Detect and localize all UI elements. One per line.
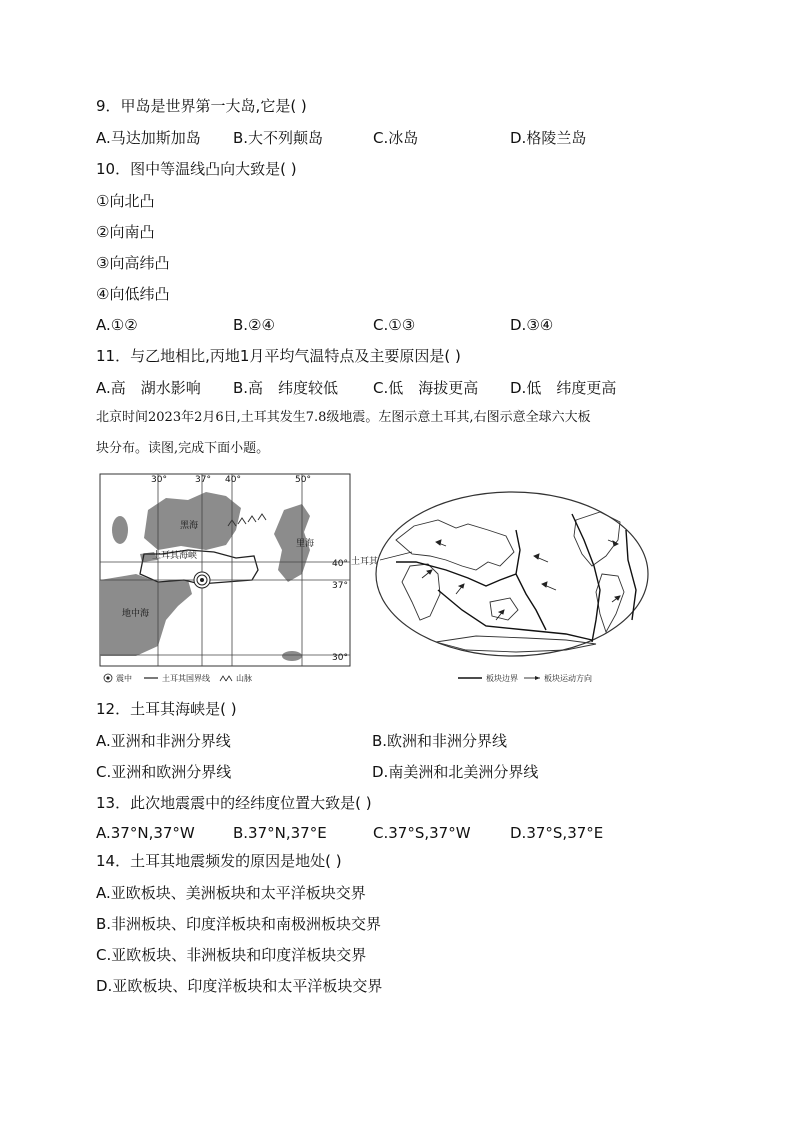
q14-option-b[interactable]: B.非洲板块、印度洋板块和南极洲板块交界 [96, 915, 382, 933]
world-map-outline [376, 492, 648, 656]
world-map-legend [458, 673, 592, 683]
water-patch-south [282, 651, 302, 661]
q10-item-2: ②向南凸 [96, 223, 155, 241]
question-14-stem: 14．土耳其地震频发的原因是地处( ) [96, 852, 342, 870]
q13-option-d[interactable]: D.37°S,37°E [510, 824, 604, 842]
legend-direction-label: 板块运动方向 [544, 674, 592, 683]
turkey-map [100, 474, 350, 683]
label-black-sea: 黑海 [180, 521, 199, 531]
lat-label-40: 40° [332, 559, 348, 569]
lon-label-30: 30° [151, 475, 167, 485]
passage-line-1: 北京时间2023年2月6日,土耳其发生7.8级地震。左图示意土耳其,右图示意全球六大板 [96, 410, 591, 425]
q13-option-a[interactable]: A.37°N,37°W [96, 824, 195, 842]
q9-option-c[interactable]: C.冰岛 [373, 129, 419, 147]
q11-option-c[interactable]: C.低 海拔更高 [373, 379, 479, 397]
q10-item-3: ③向高纬凸 [96, 254, 170, 272]
question-9-stem: 9．甲岛是世界第一大岛,它是( ) [96, 97, 307, 115]
q9-option-b[interactable]: B.大不列颠岛 [233, 129, 324, 147]
figure-maps [96, 470, 656, 690]
q11-option-d[interactable]: D.低 纬度更高 [510, 379, 617, 397]
legend-epicenter-label: 震中 [116, 674, 132, 683]
lat-label-30: 30° [332, 653, 348, 663]
q13-option-c[interactable]: C.37°S,37°W [373, 824, 471, 842]
label-turkey: 土耳其 [351, 557, 379, 567]
water-patch-west [112, 516, 128, 544]
q10-option-a[interactable]: A.①② [96, 316, 138, 334]
world-plates-map [351, 492, 648, 683]
q12-option-d[interactable]: D.南美洲和北美洲分界线 [372, 763, 539, 781]
legend-mountain-icon [220, 676, 232, 681]
q13-option-b[interactable]: B.37°N,37°E [233, 824, 327, 842]
lon-label-50: 50° [295, 475, 311, 485]
q10-option-b[interactable]: B.②④ [233, 316, 275, 334]
legend-boundary-label: 板块边界 [486, 674, 518, 683]
question-12-stem: 12．土耳其海峡是( ) [96, 700, 237, 718]
label-mediterranean: 地中海 [122, 609, 150, 619]
q14-option-a[interactable]: A.亚欧板块、美洲板块和太平洋板块交界 [96, 884, 366, 902]
q11-option-a[interactable]: A.高 湖水影响 [96, 379, 201, 397]
q14-option-c[interactable]: C.亚欧板块、非洲板块和印度洋板块交界 [96, 946, 367, 964]
q11-option-b[interactable]: B.高 纬度较低 [233, 379, 339, 397]
q10-item-4: ④向低纬凸 [96, 285, 170, 303]
question-13-stem: 13．此次地震震中的经纬度位置大致是( ) [96, 794, 372, 812]
q12-option-c[interactable]: C.亚洲和欧洲分界线 [96, 763, 232, 781]
q10-option-c[interactable]: C.①③ [373, 316, 416, 334]
q12-option-a[interactable]: A.亚洲和非洲分界线 [96, 732, 231, 750]
lon-label-37: 37° [195, 475, 211, 485]
q14-option-d[interactable]: D.亚欧板块、印度洋板块和太平洋板块交界 [96, 977, 383, 995]
q9-option-d[interactable]: D.格陵兰岛 [510, 129, 587, 147]
passage-line-2: 块分布。读图,完成下面小题。 [96, 441, 270, 456]
legend-border-label: 土耳其国界线 [162, 674, 210, 683]
maps-svg [96, 470, 656, 690]
lon-label-40: 40° [225, 475, 241, 485]
legend-mountain-label: 山脉 [236, 674, 252, 683]
question-10-stem: 10．图中等温线凸向大致是( ) [96, 160, 297, 178]
lat-label-37: 37° [332, 581, 348, 591]
q9-option-a[interactable]: A.马达加斯加岛 [96, 129, 201, 147]
q10-item-1: ①向北凸 [96, 192, 155, 210]
label-caspian-sea: 里海 [296, 539, 315, 549]
q10-option-d[interactable]: D.③④ [510, 316, 554, 334]
question-11-stem: 11．与乙地相比,丙地1月平均气温特点及主要原因是( ) [96, 347, 461, 365]
q12-option-b[interactable]: B.欧洲和非洲分界线 [372, 732, 508, 750]
turkey-map-legend [104, 673, 252, 683]
label-strait: 土耳其海峡 [152, 551, 198, 561]
